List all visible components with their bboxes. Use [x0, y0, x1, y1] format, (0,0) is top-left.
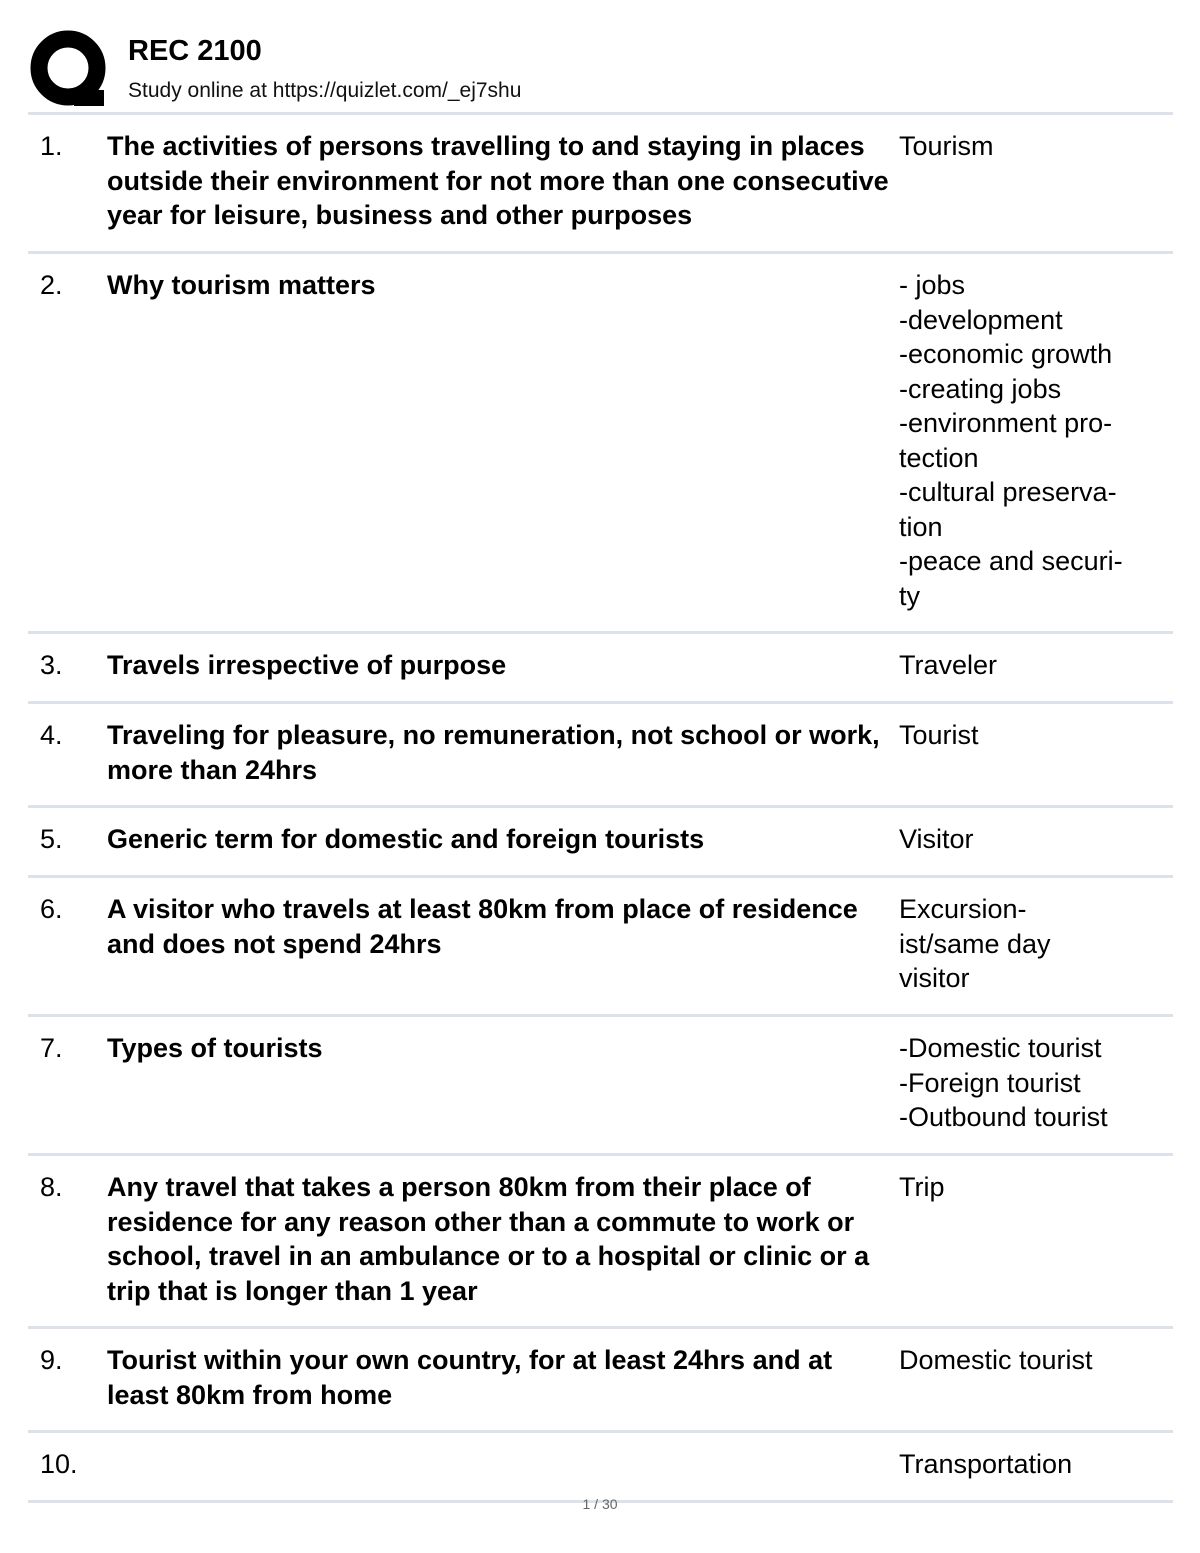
flashcard-row [28, 1017, 1173, 1156]
card-number: 6. [40, 894, 63, 924]
card-definition: Transportation [899, 1449, 1073, 1479]
card-term: Any travel that takes a person 80km from their place of residence for any reason other than a commute to work or school, travel in an ambulance or to a hospital or clinic or a trip that is longer than 1 year [107, 1172, 870, 1306]
flashcard-row [28, 704, 1173, 808]
card-number: 5. [40, 824, 63, 854]
card-definition: Traveler [899, 650, 998, 680]
card-number: 9. [40, 1345, 63, 1375]
card-number: 3. [40, 650, 63, 680]
card-definition: Tourism [899, 131, 994, 161]
card-term: A visitor who travels at least 80km from place of residence and does not spend 24hrs [107, 894, 858, 959]
flashcard-row [28, 1156, 1173, 1329]
flashcard-row [28, 1433, 1173, 1503]
study-link-text: Study online at https://quizlet.com/_ej7shu [128, 79, 522, 102]
flashcard-row [28, 254, 1173, 634]
flashcard-row [28, 634, 1173, 704]
card-term: Types of tourists [107, 1033, 323, 1063]
card-term: Tourist within your own country, for at least 24hrs and at least 80km from home [107, 1345, 833, 1410]
card-number: 2. [40, 270, 63, 300]
card-term: Traveling for pleasure, no remuneration, not school or work, more than 24hrs [107, 720, 880, 785]
card-term: Travels irrespective of purpose [107, 650, 507, 680]
card-definition: -Domestic tourist -Foreign tourist -Outbound tourist [899, 1033, 1108, 1132]
card-definition: Domestic tourist [899, 1345, 1093, 1375]
card-number: 10. [40, 1449, 78, 1479]
quizlet-logo-icon [30, 30, 108, 108]
card-number: 7. [40, 1033, 63, 1063]
document-title: REC 2100 [128, 35, 262, 67]
card-term: The activities of persons travelling to and staying in places outside their environment for not more than one consecutive year for leisure, business and other purposes [107, 131, 889, 230]
flashcard-row [28, 115, 1173, 254]
page-header [30, 28, 1172, 112]
page-indicator: 1 / 30 [582, 1496, 618, 1512]
card-definition: Excursion- ist/same day visitor [899, 894, 1051, 993]
flashcard-row [28, 808, 1173, 878]
flashcard-row [28, 1329, 1173, 1433]
card-term [107, 1447, 897, 1482]
card-definition: Tourist [899, 720, 979, 750]
card-definition: Trip [899, 1172, 945, 1202]
card-number: 8. [40, 1172, 63, 1202]
card-definition: - jobs -development -economic growth -creating jobs -environment pro- tection -cultural preserva- tion -peace and securi- ty [899, 270, 1123, 611]
card-number: 4. [40, 720, 63, 750]
card-term: Generic term for domestic and foreign tourists [107, 824, 705, 854]
flashcard-list [28, 112, 1173, 1503]
flashcard-row [28, 878, 1173, 1017]
card-definition: Visitor [899, 824, 974, 854]
card-term: Why tourism matters [107, 270, 376, 300]
card-number: 1. [40, 131, 63, 161]
